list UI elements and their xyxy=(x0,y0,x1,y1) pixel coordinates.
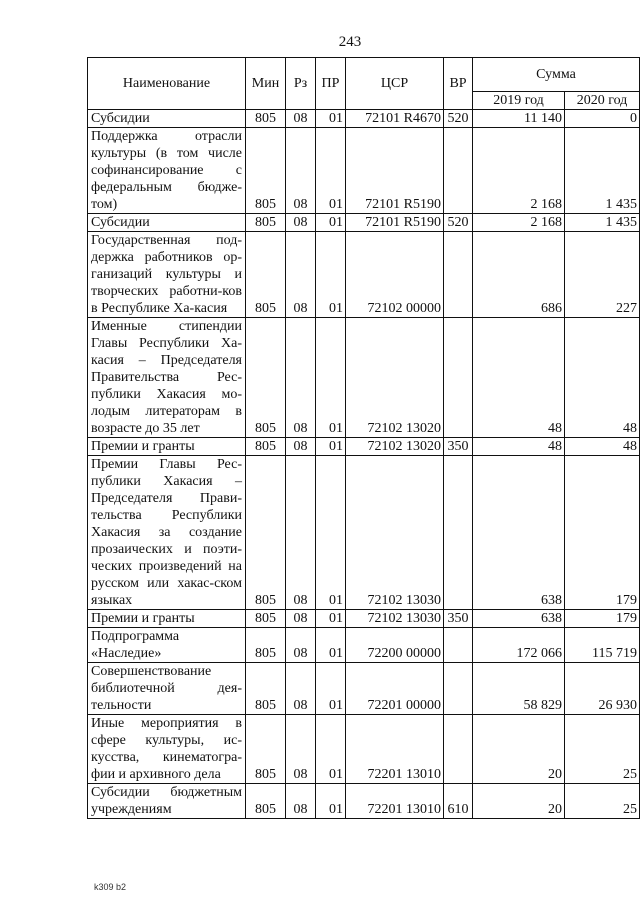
row-sum-2020: 48 xyxy=(565,438,640,456)
table-row xyxy=(88,610,640,628)
table-row xyxy=(88,663,640,715)
row-csr: 72101 R5190 xyxy=(346,128,444,214)
row-rz: 08 xyxy=(286,110,316,128)
row-sum-2019: 20 xyxy=(473,784,565,819)
row-min: 805 xyxy=(246,610,286,628)
row-sum-2019: 638 xyxy=(473,610,565,628)
row-pr: 01 xyxy=(316,715,346,784)
row-csr: 72101 R4670 xyxy=(346,110,444,128)
row-csr: 72200 00000 xyxy=(346,628,444,663)
row-pr: 01 xyxy=(316,456,346,610)
row-name: Премии и гранты xyxy=(88,610,246,628)
header-pr: ПР xyxy=(316,58,346,110)
row-rz: 08 xyxy=(286,610,316,628)
row-min: 805 xyxy=(246,784,286,819)
row-pr: 01 xyxy=(316,610,346,628)
row-min: 805 xyxy=(246,456,286,610)
table-row xyxy=(88,214,640,232)
row-csr: 72102 13020 xyxy=(346,318,444,438)
header-year-2020: 2020 год xyxy=(565,92,640,110)
row-sum-2020: 179 xyxy=(565,456,640,610)
row-rz: 08 xyxy=(286,232,316,318)
table-row xyxy=(88,438,640,456)
row-sum-2020: 25 xyxy=(565,784,640,819)
row-name: Премии и гранты xyxy=(88,438,246,456)
row-min: 805 xyxy=(246,663,286,715)
row-vr xyxy=(444,128,473,214)
table-row xyxy=(88,128,640,214)
row-sum-2019: 48 xyxy=(473,438,565,456)
row-pr: 01 xyxy=(316,214,346,232)
row-vr: 350 xyxy=(444,610,473,628)
row-rz: 08 xyxy=(286,214,316,232)
row-sum-2019: 20 xyxy=(473,715,565,784)
table-row xyxy=(88,110,640,128)
header-csr: ЦСР xyxy=(346,58,444,110)
row-sum-2020: 0 xyxy=(565,110,640,128)
row-name: Субсидии бюджетным учреждениям xyxy=(88,784,246,819)
row-pr: 01 xyxy=(316,232,346,318)
row-sum-2019: 172 066 xyxy=(473,628,565,663)
row-csr: 72102 13030 xyxy=(346,456,444,610)
row-name: Премии Главы Рес-публики Хакасия – Председателя Прави-тельства Республики Хакасия за создание прозаических и поэти-ческих произведений на русском или хакас-ском языках xyxy=(88,456,246,610)
row-name: Субсидии xyxy=(88,110,246,128)
row-csr: 72102 00000 xyxy=(346,232,444,318)
row-sum-2020: 25 xyxy=(565,715,640,784)
row-min: 805 xyxy=(246,438,286,456)
row-sum-2019: 686 xyxy=(473,232,565,318)
row-min: 805 xyxy=(246,214,286,232)
row-name: Иные мероприятия в сфере культуры, ис-кусства, кинематогра-фии и архивного дела xyxy=(88,715,246,784)
row-name: Подпрограмма «Наследие» xyxy=(88,628,246,663)
row-vr xyxy=(444,318,473,438)
row-sum-2020: 227 xyxy=(565,232,640,318)
table-row xyxy=(88,232,640,318)
row-vr xyxy=(444,628,473,663)
row-sum-2019: 638 xyxy=(473,456,565,610)
row-rz: 08 xyxy=(286,663,316,715)
row-rz: 08 xyxy=(286,628,316,663)
header-year-2019: 2019 год xyxy=(473,92,565,110)
header-name: Наименование xyxy=(88,58,246,110)
table-row xyxy=(88,715,640,784)
row-sum-2019: 58 829 xyxy=(473,663,565,715)
row-min: 805 xyxy=(246,232,286,318)
row-pr: 01 xyxy=(316,110,346,128)
row-csr: 72102 13020 xyxy=(346,438,444,456)
row-vr: 520 xyxy=(444,110,473,128)
row-name: Совершенствование библиотечной дея-тельности xyxy=(88,663,246,715)
row-vr: 520 xyxy=(444,214,473,232)
row-sum-2019: 48 xyxy=(473,318,565,438)
row-sum-2019: 2 168 xyxy=(473,214,565,232)
row-vr xyxy=(444,232,473,318)
table-row xyxy=(88,784,640,819)
row-rz: 08 xyxy=(286,456,316,610)
row-sum-2020: 1 435 xyxy=(565,214,640,232)
row-name: Государственная под-держка работников ор-ганизаций культуры и творческих работни-ков в Республике Ха-касия xyxy=(88,232,246,318)
row-csr: 72201 13010 xyxy=(346,715,444,784)
row-pr: 01 xyxy=(316,128,346,214)
row-rz: 08 xyxy=(286,784,316,819)
row-sum-2020: 179 xyxy=(565,610,640,628)
row-name: Именные стипендии Главы Республики Ха-касия – Председателя Правительства Рес-публики Хакасия мо-лодым литераторам в возрасте до 35 лет xyxy=(88,318,246,438)
row-csr: 72101 R5190 xyxy=(346,214,444,232)
row-pr: 01 xyxy=(316,438,346,456)
table-row xyxy=(88,318,640,438)
page-number: 243 xyxy=(338,34,362,50)
row-vr xyxy=(444,715,473,784)
row-pr: 01 xyxy=(316,663,346,715)
header-sum: Сумма xyxy=(473,58,640,92)
row-pr: 01 xyxy=(316,318,346,438)
row-name: Поддержка отрасли культуры (в том числе софинансирование с федеральным бюдже-том) xyxy=(88,128,246,214)
row-sum-2020: 26 930 xyxy=(565,663,640,715)
row-min: 805 xyxy=(246,110,286,128)
table-row xyxy=(88,628,640,663)
row-vr xyxy=(444,663,473,715)
row-vr xyxy=(444,456,473,610)
row-name: Субсидии xyxy=(88,214,246,232)
row-rz: 08 xyxy=(286,715,316,784)
row-csr: 72201 00000 xyxy=(346,663,444,715)
row-sum-2020: 1 435 xyxy=(565,128,640,214)
row-sum-2020: 115 719 xyxy=(565,628,640,663)
row-rz: 08 xyxy=(286,318,316,438)
row-min: 805 xyxy=(246,715,286,784)
row-pr: 01 xyxy=(316,628,346,663)
row-vr: 610 xyxy=(444,784,473,819)
header-vr: ВР xyxy=(444,58,473,110)
header-min: Мин xyxy=(246,58,286,110)
header-rz: Рз xyxy=(286,58,316,110)
row-csr: 72102 13030 xyxy=(346,610,444,628)
row-min: 805 xyxy=(246,318,286,438)
row-sum-2019: 2 168 xyxy=(473,128,565,214)
row-sum-2019: 11 140 xyxy=(473,110,565,128)
row-rz: 08 xyxy=(286,438,316,456)
row-sum-2020: 48 xyxy=(565,318,640,438)
row-vr: 350 xyxy=(444,438,473,456)
row-min: 805 xyxy=(246,128,286,214)
footer-stamp: k309 b2 xyxy=(94,882,127,892)
row-csr: 72201 13010 xyxy=(346,784,444,819)
row-min: 805 xyxy=(246,628,286,663)
row-pr: 01 xyxy=(316,784,346,819)
row-rz: 08 xyxy=(286,128,316,214)
table-row xyxy=(88,456,640,610)
budget-table xyxy=(87,57,640,819)
